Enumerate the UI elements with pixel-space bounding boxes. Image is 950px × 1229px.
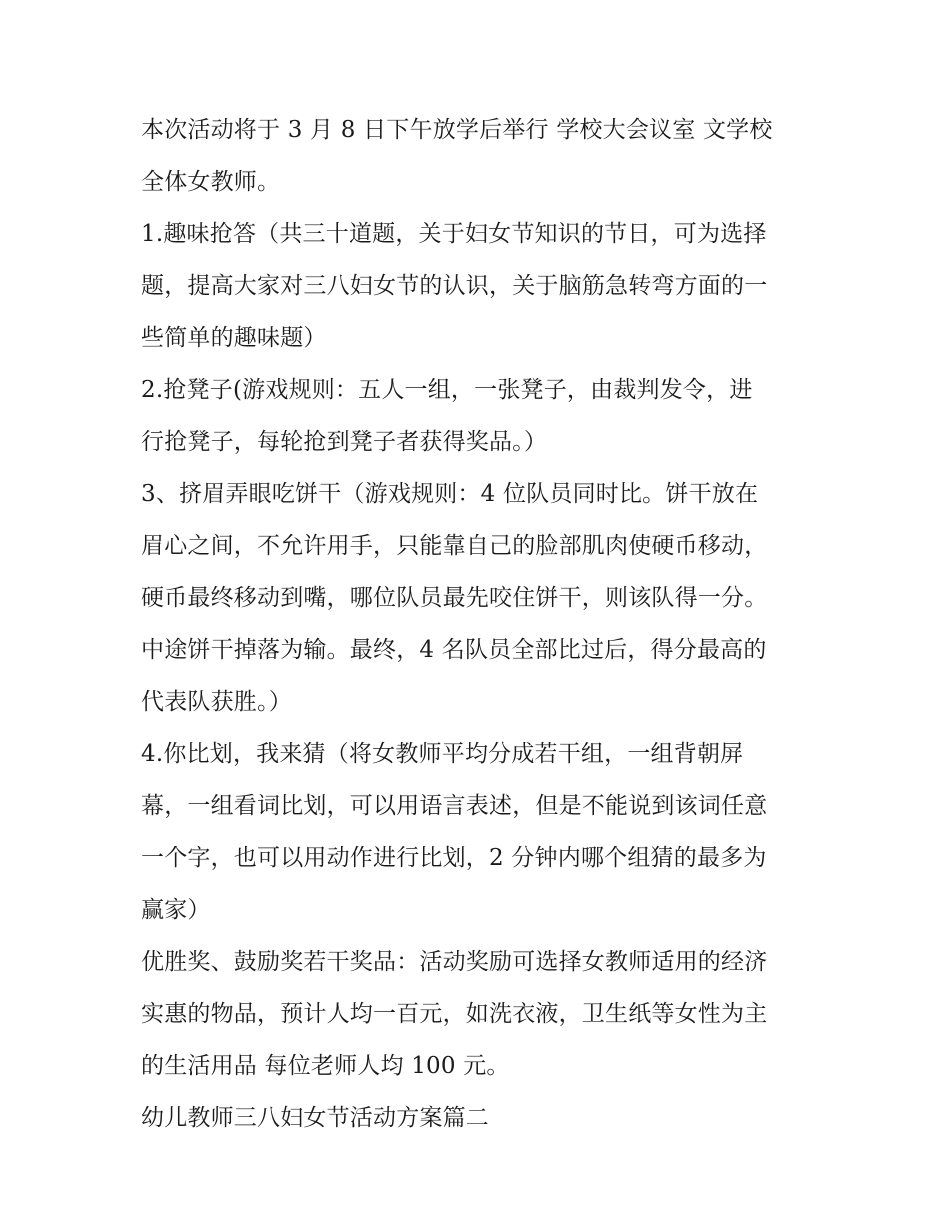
document-body (141, 104, 821, 1144)
section-heading: 幼儿教师三八妇女节活动方案篇二 (141, 1105, 489, 1131)
text-line: 全体女教师。 (141, 169, 281, 195)
text-line: 眉心之间，不允许用手，只能靠自己的脸部肌肉使硬币移动， (141, 533, 768, 559)
text-line: 实惠的物品，预计人均一百元，如洗衣液，卫生纸等女性为主 (141, 1001, 768, 1027)
text-line: 些简单的趣味题） (141, 325, 327, 351)
text-line: 本次活动将于 3 月 8 日下午放学后举行 学校大会议室 文学校 (141, 117, 773, 143)
text-line: 硬币最终移动到嘴，哪位队员最先咬住饼干，则该队得一分。 (141, 585, 768, 611)
text-line: 题，提高大家对三八妇女节的认识，关于脑筋急转弯方面的一 (141, 273, 768, 299)
text-line: 一个字，也可以用动作进行比划，2 分钟内哪个组猜的最多为 (141, 845, 767, 871)
text-line: 代表队获胜。） (141, 689, 292, 715)
text-line: 1.趣味抢答（共三十道题，关于妇女节知识的节日，可为选择 (141, 221, 767, 247)
text-line: 2.抢凳子(游戏规则：五人一组，一张凳子，由裁判发令，进 (141, 377, 753, 403)
text-line: 行抢凳子，每轮抢到凳子者获得奖品。） (141, 429, 548, 455)
text-line: 优胜奖、鼓励奖若干奖品：活动奖励可选择女教师适用的经济 (141, 949, 768, 975)
text-line: 幕，一组看词比划，可以用语言表述，但是不能说到该词任意 (141, 793, 768, 819)
text-line: 4.你比划，我来猜（将女教师平均分成若干组，一组背朝屏 (141, 741, 744, 767)
text-line: 的生活用品 每位老师人均 100 元。 (141, 1053, 510, 1079)
text-line: 赢家） (141, 897, 211, 923)
text-line: 中途饼干掉落为输。最终，4 名队员全部比过后，得分最高的 (141, 637, 767, 663)
text-line: 3、挤眉弄眼吃饼干（游戏规则：4 位队员同时比。饼干放在 (141, 481, 759, 507)
